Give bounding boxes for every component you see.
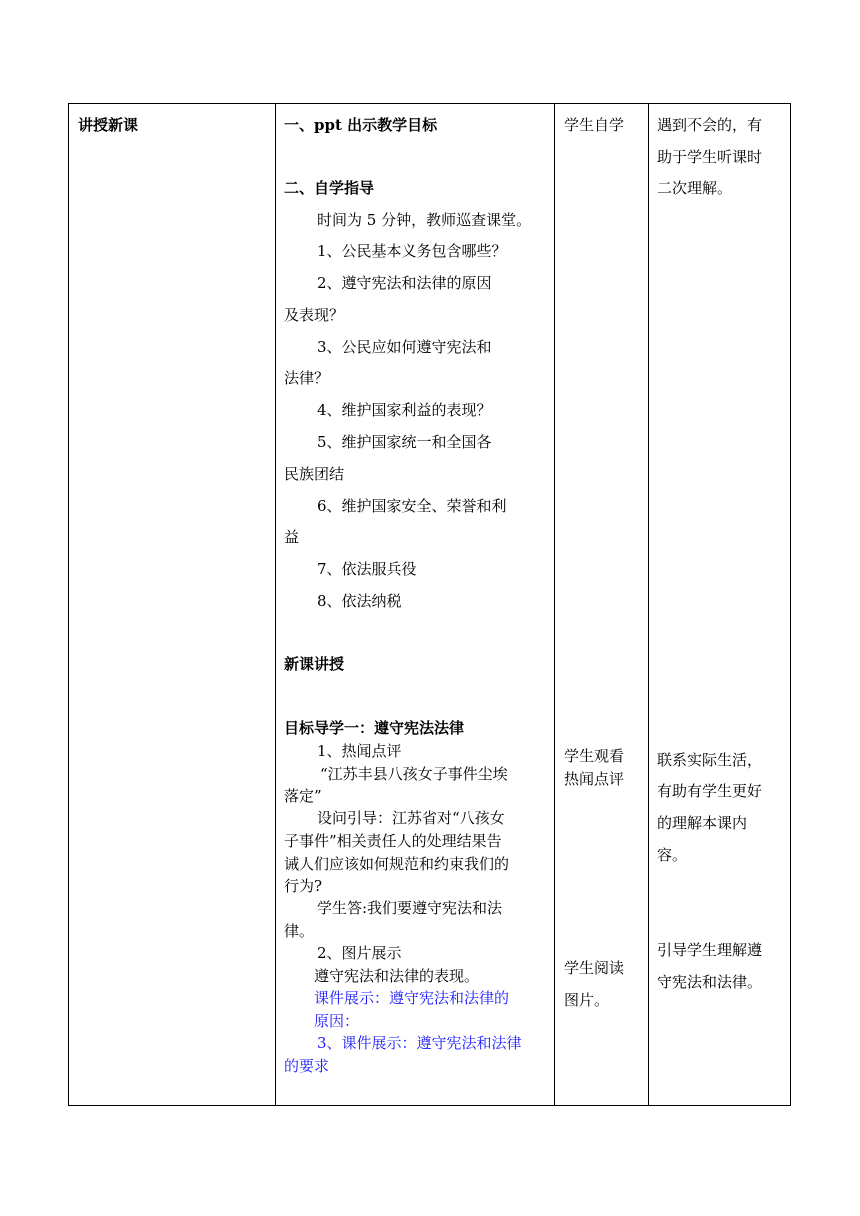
news-review-heading: 1、热闻点评 — [317, 742, 402, 760]
student-activity-read-line-1: 学生阅读 — [564, 959, 625, 977]
guided-question-line-1: 设问引导：江苏省对“八孩女 — [317, 809, 505, 827]
intent-3-line-1: 引导学生理解遵 — [657, 941, 763, 959]
question-8: 8、依法纳税 — [317, 592, 402, 610]
question-1: 1、公民基本义务包含哪些？ — [317, 242, 507, 260]
question-7: 7、依法服兵役 — [317, 560, 417, 578]
news-title-line-2: 落定” — [284, 787, 322, 805]
picture-display-text: 遵守宪法和法律的表现。 — [314, 967, 480, 985]
courseware-reasons-line-2: 原因： — [314, 1012, 360, 1030]
courseware-reasons-line-1: 课件展示：遵守宪法和法律的 — [314, 989, 510, 1007]
question-5-line-1: 5、维护国家统一和全国各 — [317, 433, 492, 451]
section-title: 讲授新课 — [78, 116, 139, 134]
heading-new-lesson: 新课讲授 — [284, 655, 345, 673]
intent-2-line-2: 有助有学生更好 — [657, 782, 763, 800]
guided-question-line-2: 子事件”相关责任人的处理结果告 — [284, 832, 502, 850]
question-6-line-2: 益 — [284, 528, 300, 546]
student-activity-self-study: 学生自学 — [564, 116, 625, 134]
student-answer-line-1: 学生答:我们要遵守宪法和法 — [317, 899, 503, 917]
heading-goal-1: 目标导学一：遵守宪法法律 — [284, 719, 465, 737]
guided-question-line-4: 行为? — [284, 877, 323, 895]
heading-objectives: 一、ppt 出示教学目标 — [284, 116, 438, 134]
question-3-line-1: 3、公民应如何遵守宪法和 — [317, 338, 492, 356]
student-activity-read-line-2: 图片。 — [564, 991, 610, 1009]
heading-self-study: 二、自学指导 — [284, 179, 375, 197]
student-activity-watch-line-2: 热闻点评 — [564, 770, 625, 788]
question-2-line-2: 及表现？ — [284, 306, 345, 324]
question-3-line-2: 法律？ — [284, 369, 330, 387]
intent-3-line-2: 守宪法和法律。 — [657, 973, 763, 991]
column-divider — [275, 104, 276, 1105]
column-divider — [554, 104, 555, 1105]
courseware-requirements-line-1: 3、课件展示：遵守宪法和法律 — [317, 1034, 522, 1052]
picture-display-heading: 2、图片展示 — [317, 944, 402, 962]
question-2-line-1: 2、遵守宪法和法律的原因 — [317, 274, 492, 292]
intent-2-line-1: 联系实际生活， — [657, 751, 763, 769]
question-4: 4、维护国家利益的表现？ — [317, 401, 492, 419]
intent-2-line-4: 容。 — [657, 846, 688, 864]
intent-1-line-1: 遇到不会的，有 — [657, 116, 763, 134]
guided-question-line-3: 诫人们应该如何规范和约束我们的 — [284, 855, 510, 873]
student-answer-line-2: 律。 — [284, 922, 315, 940]
intent-1-line-3: 二次理解。 — [657, 179, 733, 197]
student-activity-watch-line-1: 学生观看 — [564, 747, 625, 765]
intent-2-line-3: 的理解本课内 — [657, 814, 748, 832]
courseware-requirements-line-2: 的要求 — [284, 1057, 330, 1075]
question-6-line-1: 6、维护国家安全、荣誉和利 — [317, 497, 507, 515]
self-study-intro: 时间为 5 分钟，教师巡查课堂。 — [317, 211, 532, 229]
intent-1-line-2: 助于学生听课时 — [657, 148, 763, 166]
news-title-line-1: “江苏丰县八孩女子事件尘埃 — [320, 765, 508, 783]
question-5-line-2: 民族团结 — [284, 465, 345, 483]
column-divider — [648, 104, 649, 1105]
